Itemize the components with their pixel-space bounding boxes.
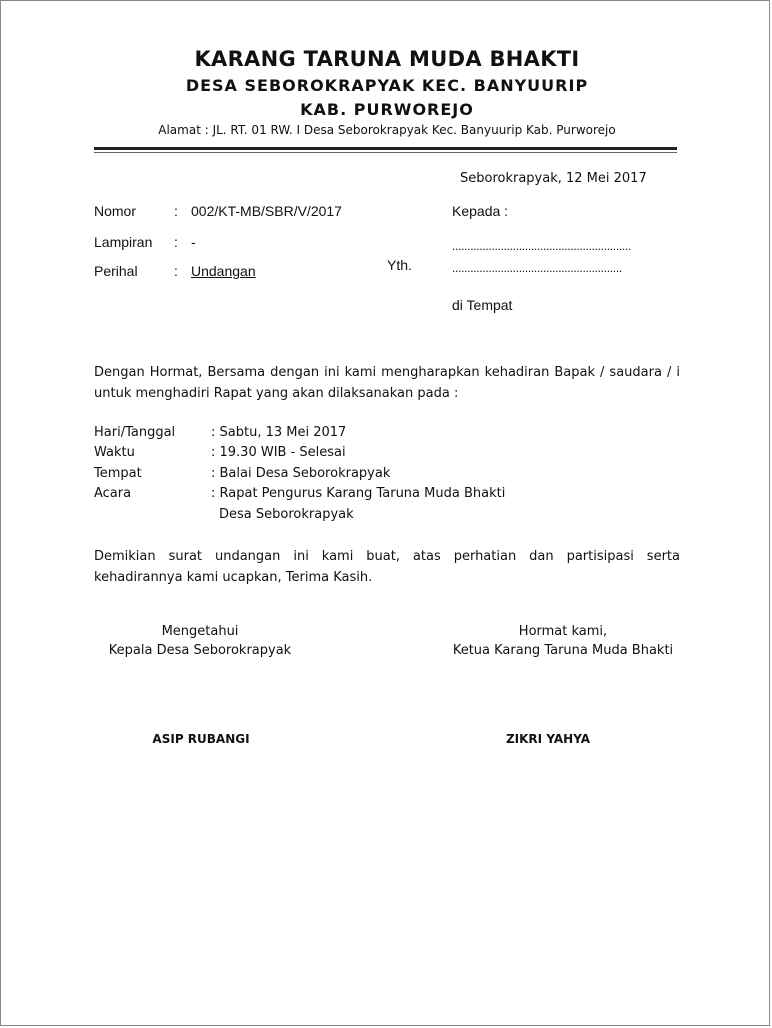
hari-value: : Sabtu, 13 Mei 2017 <box>211 425 347 440</box>
acara-value: : Rapat Pengurus Karang Taruna Muda Bhakti <box>211 486 506 501</box>
left-signature-title: Mengetahui <box>161 624 239 639</box>
closing-paragraph: Demikian surat undangan ini kami buat, atas perhatian dan partisipasi serta kehadirannya kami ucapkan, Terima Kasih. <box>94 549 680 585</box>
nomor-colon: : <box>174 203 178 219</box>
recipient-line-2: ........................................................ <box>452 261 622 275</box>
perihal-colon: : <box>174 263 178 279</box>
recipient-line-1: ........................................................... <box>452 239 632 253</box>
perihal-label: Perihal <box>94 263 138 279</box>
nomor-value: 002/KT-MB/SBR/V/2017 <box>191 203 342 219</box>
hari-label: Hari/Tanggal <box>94 425 176 440</box>
waktu-label: Waktu <box>94 445 135 460</box>
acara-value-continued: Desa Seborokrapyak <box>219 507 354 522</box>
di-tempat-label: di Tempat <box>452 297 513 313</box>
yth-label: Yth. <box>387 257 412 273</box>
org-name-heading: KARANG TARUNA MUDA BHAKTI <box>194 47 580 71</box>
kepada-label: Kepada : <box>452 203 509 219</box>
right-signature-role: Ketua Karang Taruna Muda Bhakti <box>452 643 674 658</box>
right-signature-title: Hormat kami, <box>518 624 608 639</box>
lampiran-label: Lampiran <box>94 234 153 250</box>
header-divider-thin <box>94 152 677 153</box>
regency-heading: KAB. PURWOREJO <box>300 100 474 119</box>
village-heading: DESA SEBOROKRAPYAK KEC. BANYUURIP <box>185 76 589 95</box>
right-signatory-name: ZIKRI YAHYA <box>505 732 591 746</box>
tempat-label: Tempat <box>94 466 142 481</box>
opening-paragraph: Dengan Hormat, Bersama dengan ini kami mengharapkan kehadiran Bapak / saudara / i untuk menghadiri Rapat yang akan dilaksanakan pada : <box>94 365 680 401</box>
tempat-value: : Balai Desa Seborokrapyak <box>211 466 391 481</box>
waktu-value: : 19.30 WIB - Selesai <box>211 445 346 460</box>
lampiran-colon: : <box>174 234 178 250</box>
left-signature-role: Kepala Desa Seborokrapyak <box>108 643 292 658</box>
letter-date: Seborokrapyak, 12 Mei 2017 <box>460 171 647 186</box>
left-signatory-name: ASIP RUBANGI <box>152 732 250 746</box>
perihal-value: Undangan <box>191 263 256 279</box>
nomor-label: Nomor <box>94 203 137 219</box>
header-divider-thick <box>94 147 677 150</box>
lampiran-value: - <box>191 234 196 250</box>
address-line: Alamat : JL. RT. 01 RW. I Desa Seborokrapyak Kec. Banyuurip Kab. Purworejo <box>158 123 616 137</box>
acara-label: Acara <box>94 486 132 501</box>
